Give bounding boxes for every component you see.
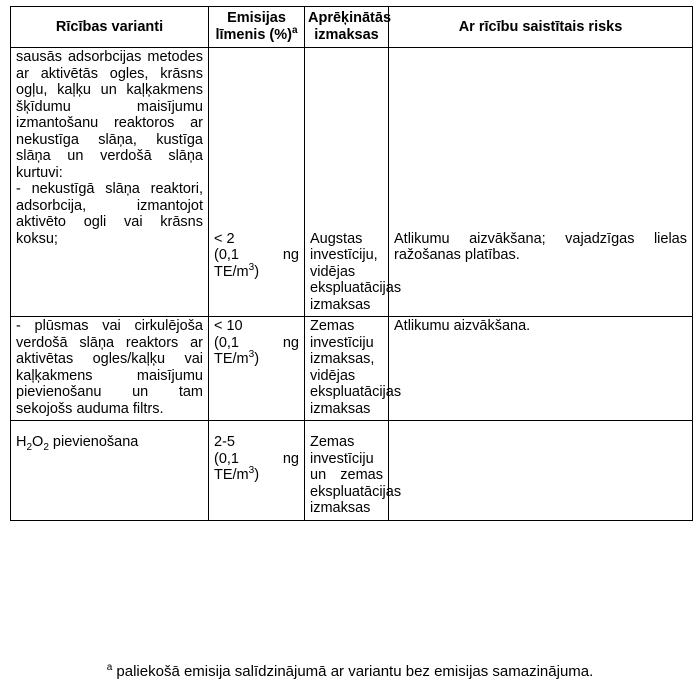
header-risk: Ar rīcību saistītais risks (389, 7, 693, 48)
footnote-text: paliekošā emisija salīdzinājumā ar variantu bez emisijas samazinājuma. (112, 663, 594, 680)
cost-cell: Augstas investīciju, vidējas ekspluatācijas izmaksas (305, 48, 389, 317)
table-header-row (11, 7, 693, 48)
risk-cell: Atlikumu aizvākšana; vajadzīgas lielas ražošanas platības. (389, 48, 693, 317)
footnote (0, 663, 700, 681)
options-table (10, 6, 693, 521)
option-variant: - plūsmas vai cirkulējoša verdošā slāņa reaktors ar aktivētas ogles/kaļķu vai kaļķakmens maisījumu pievienošanu un tam sekojošs auduma filtrs. (16, 318, 203, 417)
header-options: Rīcības varianti (11, 7, 209, 48)
risk-cell: Atlikumu aizvākšana. (389, 317, 693, 421)
emission-cell: < 2 (0,1 ng $TE/m^3$) (209, 48, 305, 317)
header-emission-level: Emisijas līmenis (%)$^a$ (209, 7, 305, 48)
emission-cell: < 10 (0,1 ng $TE/m^3$) (209, 317, 305, 421)
emission-cell: 2-5 (0,1 ng $TE/m^3$) (209, 421, 305, 521)
option-variant: - nekustīgā slāņa reaktori, adsorbcija, izmantojot aktivēto ogli vai krāsns koksu; (16, 181, 203, 247)
table-row (11, 317, 693, 421)
option-intro: sausās adsorbcijas metodes ar aktivētās ogles, krāsns ogļu, kaļķu un kaļķakmens šķīdumu maisījumu izmantošanu reaktoros ar nekustīga slāņa, kustīga slāņa un verdošā slāņa kurtuvi: (16, 49, 203, 181)
table-row (11, 421, 693, 521)
header-estimated-costs: Aprēķinātās izmaksas (305, 7, 389, 48)
option-cell (11, 317, 209, 421)
footnote-marker: a (106, 662, 113, 673)
option-cell: $H_2O_2$ pievienošana (11, 421, 209, 521)
table-row (11, 48, 693, 317)
risk-cell (389, 421, 693, 521)
cost-cell: Zemas investīciju izmaksas, vidējas ekspluatācijas izmaksas (305, 317, 389, 421)
cost-cell: Zemas investīciju un zemas ekspluatācijas izmaksas (305, 421, 389, 521)
option-cell (11, 48, 209, 317)
